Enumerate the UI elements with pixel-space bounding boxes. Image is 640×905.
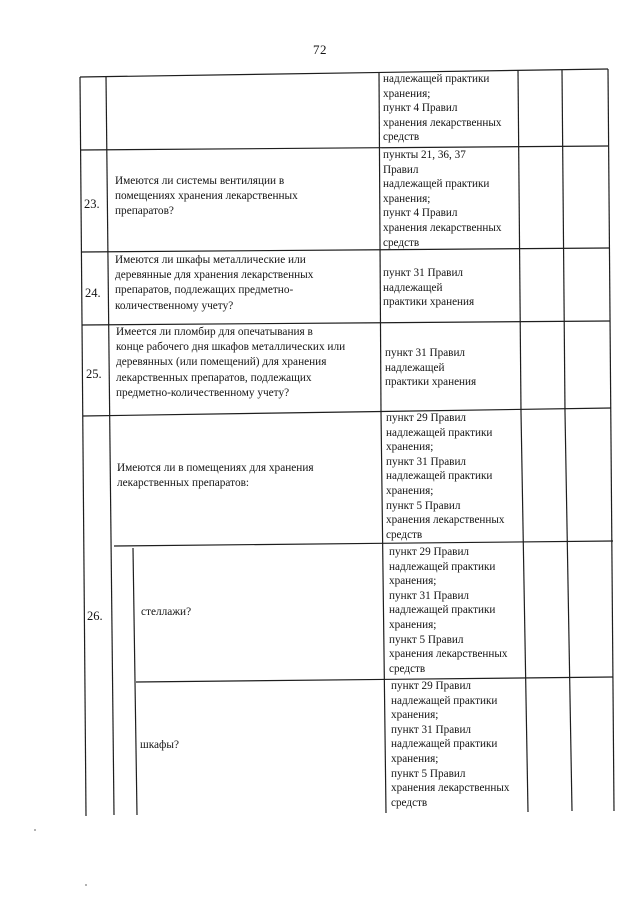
question-cell: Имеется ли пломбир для опечатывания в конце рабочего дня шкафов металлических или деревянных (или помещений) для хранения лекарственных препаратов, подлежащих предметно-количественному учету? <box>116 326 346 399</box>
reference-cell: пункт 29 Правил надлежащей практики хранения; пункт 31 Правил надлежащей практики хранения; пункт 5 Правил хранения лекарственных средств <box>386 412 505 541</box>
question-cell: Имеются ли шкафы металлические или деревянные для хранения лекарственных препаратов, подлежащих предметно- количественному учету? <box>115 254 314 312</box>
scan-speck <box>34 829 36 831</box>
subquestion-cell: стеллажи? <box>141 606 192 618</box>
reference-cell: пункт 29 Правил надлежащей практики хранения; пункт 31 Правил надлежащей практики хранения; пункт 5 Правил хранения лекарственных средств <box>391 680 510 809</box>
subquestion-cell: шкафы? <box>140 739 179 751</box>
row-number: 23. <box>84 197 100 211</box>
scan-speck <box>85 884 87 886</box>
reference-cell-continued: надлежащей практики хранения; пункт 4 Правил хранения лекарственных средств <box>383 73 502 144</box>
page-number: 72 <box>313 42 327 57</box>
reference-cell: пункты 21, 36, 37 Правил надлежащей практики хранения; пункт 4 Правил хранения лекарственных средств <box>383 149 502 249</box>
reference-cell: пункт 29 Правил надлежащей практики хранения; пункт 31 Правил надлежащей практики хранения; пункт 5 Правил хранения лекарственных средств <box>389 546 508 675</box>
row-number: 26. <box>87 609 103 623</box>
question-cell: Имеются ли системы вентиляции в помещениях хранения лекарственных препаратов? <box>115 175 298 218</box>
row-number: 24. <box>85 286 101 300</box>
row-number: 25. <box>86 367 102 381</box>
reference-cell: пункт 31 Правил надлежащей практики хранения <box>383 267 475 309</box>
reference-cell: пункт 31 Правил надлежащей практики хранения <box>385 347 477 389</box>
question-cell: Имеются ли в помещениях для хранения лекарственных препаратов: <box>117 462 314 490</box>
